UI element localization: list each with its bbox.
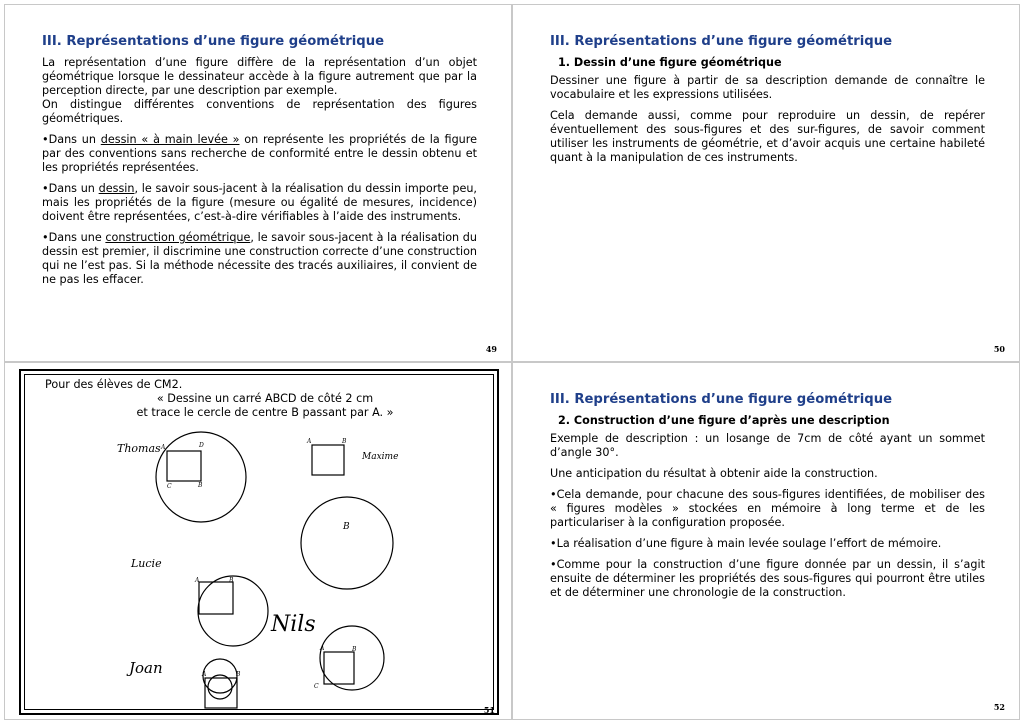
slide-52-bullet-2: •La réalisation d’une figure à main levée soulage l’effort de mémoire. xyxy=(550,537,942,550)
slide-52 xyxy=(512,362,1020,720)
slide-52-title: III. Représentations d’une figure géométrique xyxy=(550,392,893,407)
term-main-levee: dessin « à main levée » xyxy=(100,133,240,146)
label-a1: A xyxy=(161,444,166,451)
slide-50-subtitle: 1. Dessin d’une figure géométrique xyxy=(558,56,782,69)
label-b1: B xyxy=(198,482,203,489)
intro-line-1: Pour des élèves de CM2. xyxy=(45,378,183,391)
slide-49-title: III. Représentations d’une figure géométrique xyxy=(42,34,385,49)
name-nils: Nils xyxy=(271,612,316,637)
label-a5: A xyxy=(320,645,325,652)
name-joan: Joan xyxy=(129,659,163,677)
slide-52-bullet-1: •Cela demande, pour chacune des sous-figures identifiées, de mobiliser des « figures modèles » stockées en mémoire à long terme et de les particulariser à la configuration proposée. xyxy=(550,488,985,529)
page-number-51: 51 xyxy=(483,705,495,715)
slide-50 xyxy=(512,4,1020,362)
slide-50-paragraph-2: Cela demande aussi, comme pour reproduire un dessin, de repérer éventuellement des sous-figures et des sur-figures, de savoir comment utiliser les instruments de géométrie, et d’avoir acquis une certaine habileté quant à la manipulation de ces instruments. xyxy=(550,109,985,164)
bullet-2-text: , le savoir sous-jacent à la réalisation du dessin importe peu, mais les propriétés de la figure (mesure ou égalité de mesures, incidence) doivent être représentées, c’est-à-dire vérifiables à l’aide des instruments. xyxy=(42,182,477,223)
slide-50-paragraph-1: Dessiner une figure à partir de sa description demande de connaître le vocabulaire et les expressions utilisées. xyxy=(550,74,985,101)
label-a4: A xyxy=(195,577,200,584)
label-a2: A xyxy=(307,438,312,445)
slide-51 xyxy=(4,362,512,720)
name-maxime: Maxime xyxy=(362,452,399,462)
name-thomas: Thomas xyxy=(117,442,161,455)
label-d1: D xyxy=(199,442,204,449)
bullet-3-text: , le savoir sous-jacent à la réalisation du dessin est premier, il discrimine une construction correcte d’une construction qui ne l’est pas. Si la méthode nécessite des tracés auxiliaires, il convient de ne pas les effacer. xyxy=(42,231,477,286)
drawing-nils xyxy=(320,626,384,690)
bullet-1-text: on représente les propriétés de la figure par des conventions sans recherche de conformité entre le dessin obtenu et les propriétés représentées. xyxy=(42,133,478,174)
label-b3: B xyxy=(343,522,350,532)
slide-49-bullet-2 xyxy=(42,182,477,224)
intro-line-3: et trace le cercle de centre B passant par A. » xyxy=(136,406,394,419)
student-drawings xyxy=(5,363,513,721)
label-c5: C xyxy=(314,683,319,690)
slide-49-paragraph-1: La représentation d’une figure diffère de la représentation d’un objet géométrique lorsque le dessinateur accède à la figure autrement que par la perception directe, par une description par exemple. xyxy=(42,56,477,97)
drawing-big-circle xyxy=(301,497,393,589)
bullet-2-prefix: •Dans un xyxy=(42,182,99,195)
label-b4: B xyxy=(229,577,234,584)
label-b2: B xyxy=(342,438,347,445)
slide-50-title: III. Représentations d’une figure géométrique xyxy=(550,34,893,49)
slide-49-paragraph-2: On distingue différentes conventions de représentation des figures géométriques. xyxy=(42,98,477,125)
drawing-joan xyxy=(203,659,237,708)
slide-49-content xyxy=(42,34,477,287)
label-b5: B xyxy=(352,646,357,653)
label-c1: C xyxy=(167,483,172,490)
slide-49 xyxy=(4,4,512,362)
slide-52-paragraph-1: Exemple de description : un losange de 7cm de côté ayant un sommet d’angle 30°. xyxy=(550,432,985,459)
term-dessin: dessin xyxy=(98,182,135,195)
page-number-49: 49 xyxy=(485,344,497,354)
page-number-50: 50 xyxy=(993,344,1005,354)
bullet-3-prefix: •Dans une xyxy=(42,231,106,244)
slide-52-content xyxy=(550,392,985,600)
slide-49-bullet-3 xyxy=(42,231,477,287)
drawing-lucie xyxy=(198,576,268,646)
bullet-1-prefix: •Dans un xyxy=(42,133,101,146)
slide-50-content xyxy=(550,34,985,165)
label-a6: A xyxy=(202,671,207,678)
slide-49-bullet-1 xyxy=(42,133,477,175)
name-lucie: Lucie xyxy=(131,557,162,570)
label-b6: B xyxy=(236,671,241,678)
slide-52-paragraph-2: Une anticipation du résultat à obtenir aide la construction. xyxy=(550,467,878,480)
intro-line-2: « Dessine un carré ABCD de côté 2 cm xyxy=(156,392,374,405)
page-number-52: 52 xyxy=(993,702,1005,712)
drawing-maxime xyxy=(312,445,344,475)
term-construction: construction géométrique xyxy=(105,231,251,244)
slide-52-subtitle: 2. Construction d’une figure d’après une description xyxy=(558,414,890,427)
slide-52-bullet-3: •Comme pour la construction d’une figure donnée par un dessin, il s’agit ensuite de déterminer les propriétés des sous-figures qui pourront être utiles et de déterminer une chronologie de la construction. xyxy=(550,558,985,599)
